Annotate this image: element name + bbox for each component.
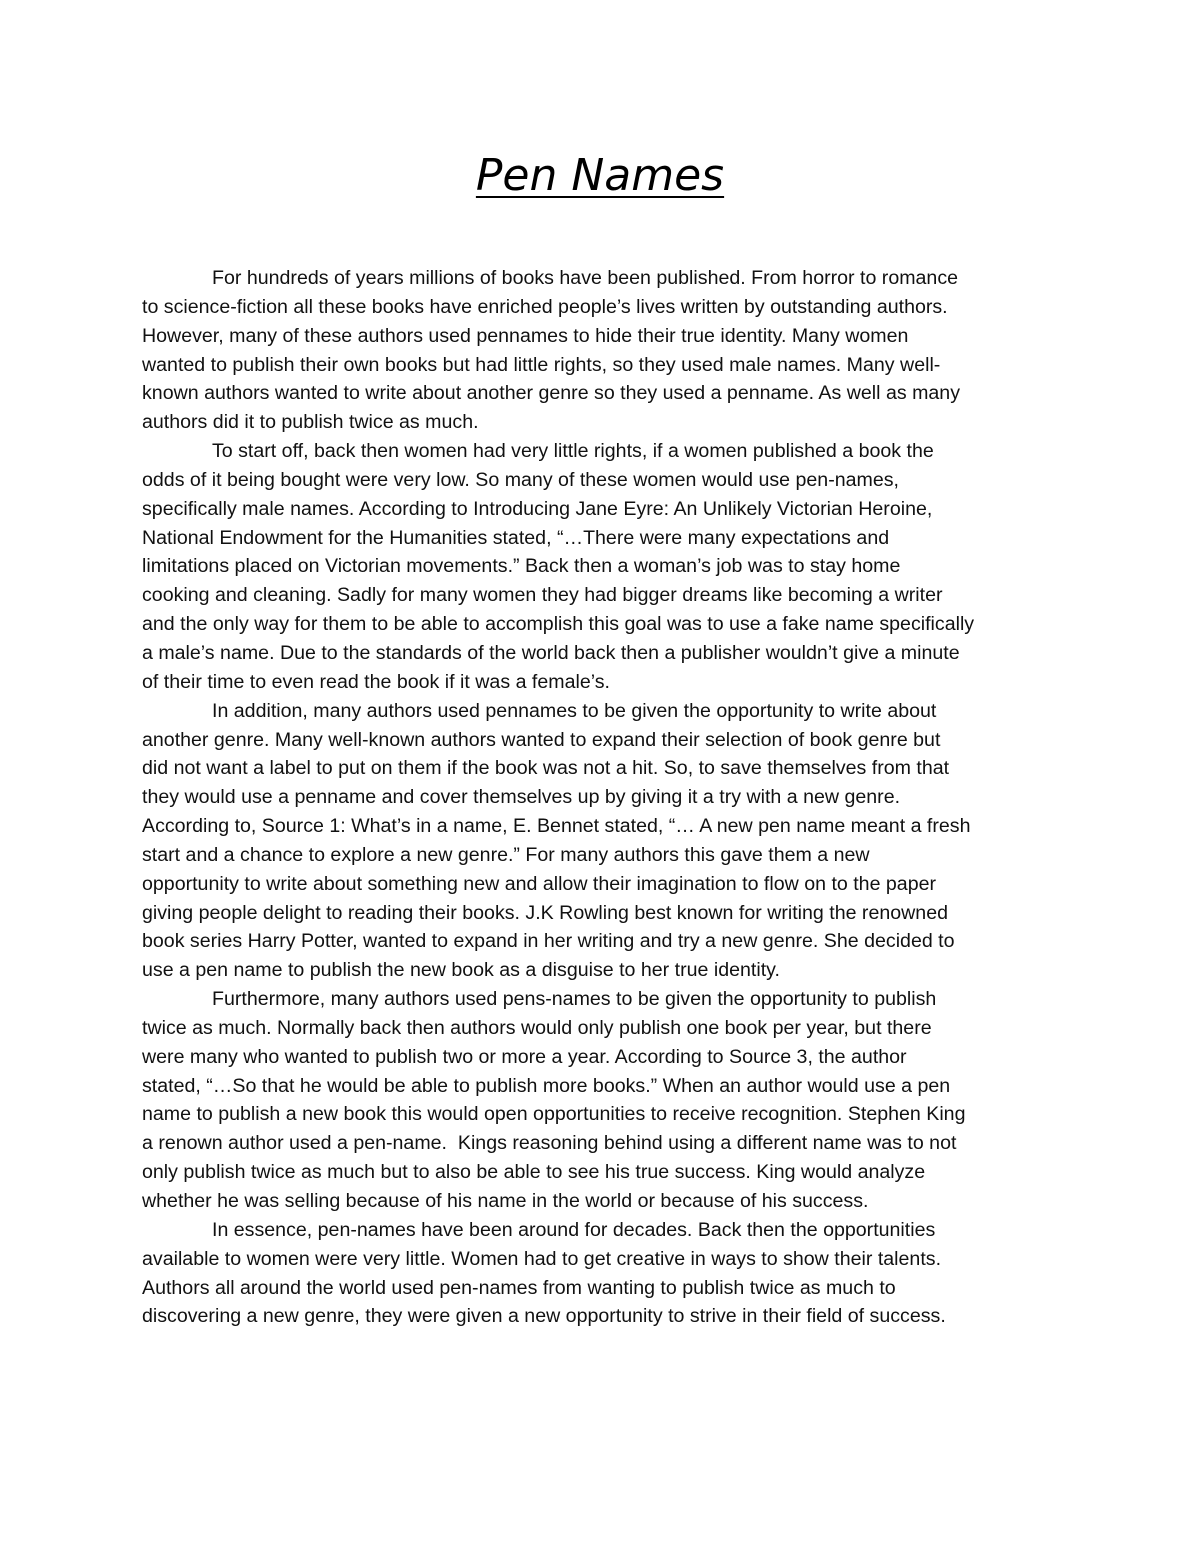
body-line: odds of it being bought were very low. So many of these women would use pen-names,: [142, 468, 899, 491]
body-line: limitations placed on Victorian movements.” Back then a woman’s job was to stay home: [142, 555, 901, 578]
body-line: did not want a label to put on them if the book was not a hit. So, to save themselves from that: [142, 757, 950, 780]
body-line: stated, “…So that he would be able to publish more books.” When an author would use a pen: [142, 1074, 951, 1097]
body-line: twice as much. Normally back then authors would only publish one book per year, but there: [142, 1016, 932, 1039]
body-line: whether he was selling because of his name in the world or because of his success.: [142, 1190, 869, 1212]
body-line: and the only way for them to be able to accomplish this goal was to use a fake name specifically: [142, 613, 975, 636]
body-line: According to, Source 1: What’s in a name, E. Bennet stated, “… A new pen name meant a fresh: [142, 815, 971, 838]
body-line: specifically male names. According to Introducing Jane Eyre: An Unlikely Victorian Heroine,: [142, 497, 933, 520]
body-line: discovering a new genre, they were given a new opportunity to strive in their field of success.: [142, 1305, 946, 1328]
body-line: For hundreds of years millions of books have been published. From horror to romance: [212, 267, 959, 289]
body-line: In essence, pen-names have been around for decades. Back then the opportunities: [212, 1218, 936, 1241]
body-line: known authors wanted to write about another genre so they used a penname. As well as many: [142, 382, 960, 405]
body-line: Furthermore, many authors used pens-names to be given the opportunity to publish: [212, 988, 937, 1011]
document-body: [142, 264, 1064, 1331]
document-title-text: Pen Names: [475, 150, 725, 201]
document-title: [0, 146, 1200, 206]
body-line: only publish twice as much but to also be able to see his true success. King would analyze: [142, 1161, 926, 1184]
body-line: opportunity to write about something new and allow their imagination to flow on to the paper: [142, 872, 937, 895]
body-line: National Endowment for the Humanities stated, “…There were many expectations and: [142, 526, 890, 549]
body-line: were many who wanted to publish two or more a year. According to Source 3, the author: [142, 1045, 907, 1068]
body-line: book series Harry Potter, wanted to expand in her writing and try a new genre. She decided to: [142, 930, 955, 953]
body-line: To start off, back then women had very little rights, if a women published a book the: [212, 440, 934, 463]
body-line: giving people delight to reading their books. J.K Rowling best known for writing the renowned: [142, 901, 948, 924]
body-line: start and a chance to explore a new genre.” For many authors this gave them a new: [142, 843, 870, 866]
body-line: they would use a penname and cover themselves up by giving it a try with a new genre.: [142, 786, 901, 809]
body-line: authors did it to publish twice as much.: [142, 411, 479, 434]
body-line: In addition, many authors used pennames to be given the opportunity to write about: [212, 699, 937, 722]
body-line: However, many of these authors used pennames to hide their true identity. Many women: [142, 324, 909, 347]
body-line: of their time to even read the book if it was a female’s.: [142, 670, 610, 693]
body-line: a male’s name. Due to the standards of the world back then a publisher wouldn’t give a minute: [142, 641, 960, 664]
body-line: cooking and cleaning. Sadly for many women they had bigger dreams like becoming a writer: [142, 584, 943, 607]
body-line: name to publish a new book this would open opportunities to receive recognition. Stephen King: [142, 1103, 966, 1126]
body-line: another genre. Many well-known authors wanted to expand their selection of book genre but: [142, 728, 941, 751]
body-line: available to women were very little. Women had to get creative in ways to show their talents.: [142, 1247, 942, 1270]
body-line: use a pen name to publish the new book as a disguise to her true identity.: [142, 959, 780, 982]
body-line: wanted to publish their own books but had little rights, so they used male names. Many well-: [142, 353, 941, 376]
body-line: a renown author used a pen-name. Kings reasoning behind using a different name was to not: [142, 1132, 957, 1155]
body-line: Authors all around the world used pen-names from wanting to publish twice as much to: [142, 1276, 896, 1299]
body-line: to science-fiction all these books have enriched people’s lives written by outstanding authors.: [142, 295, 948, 318]
